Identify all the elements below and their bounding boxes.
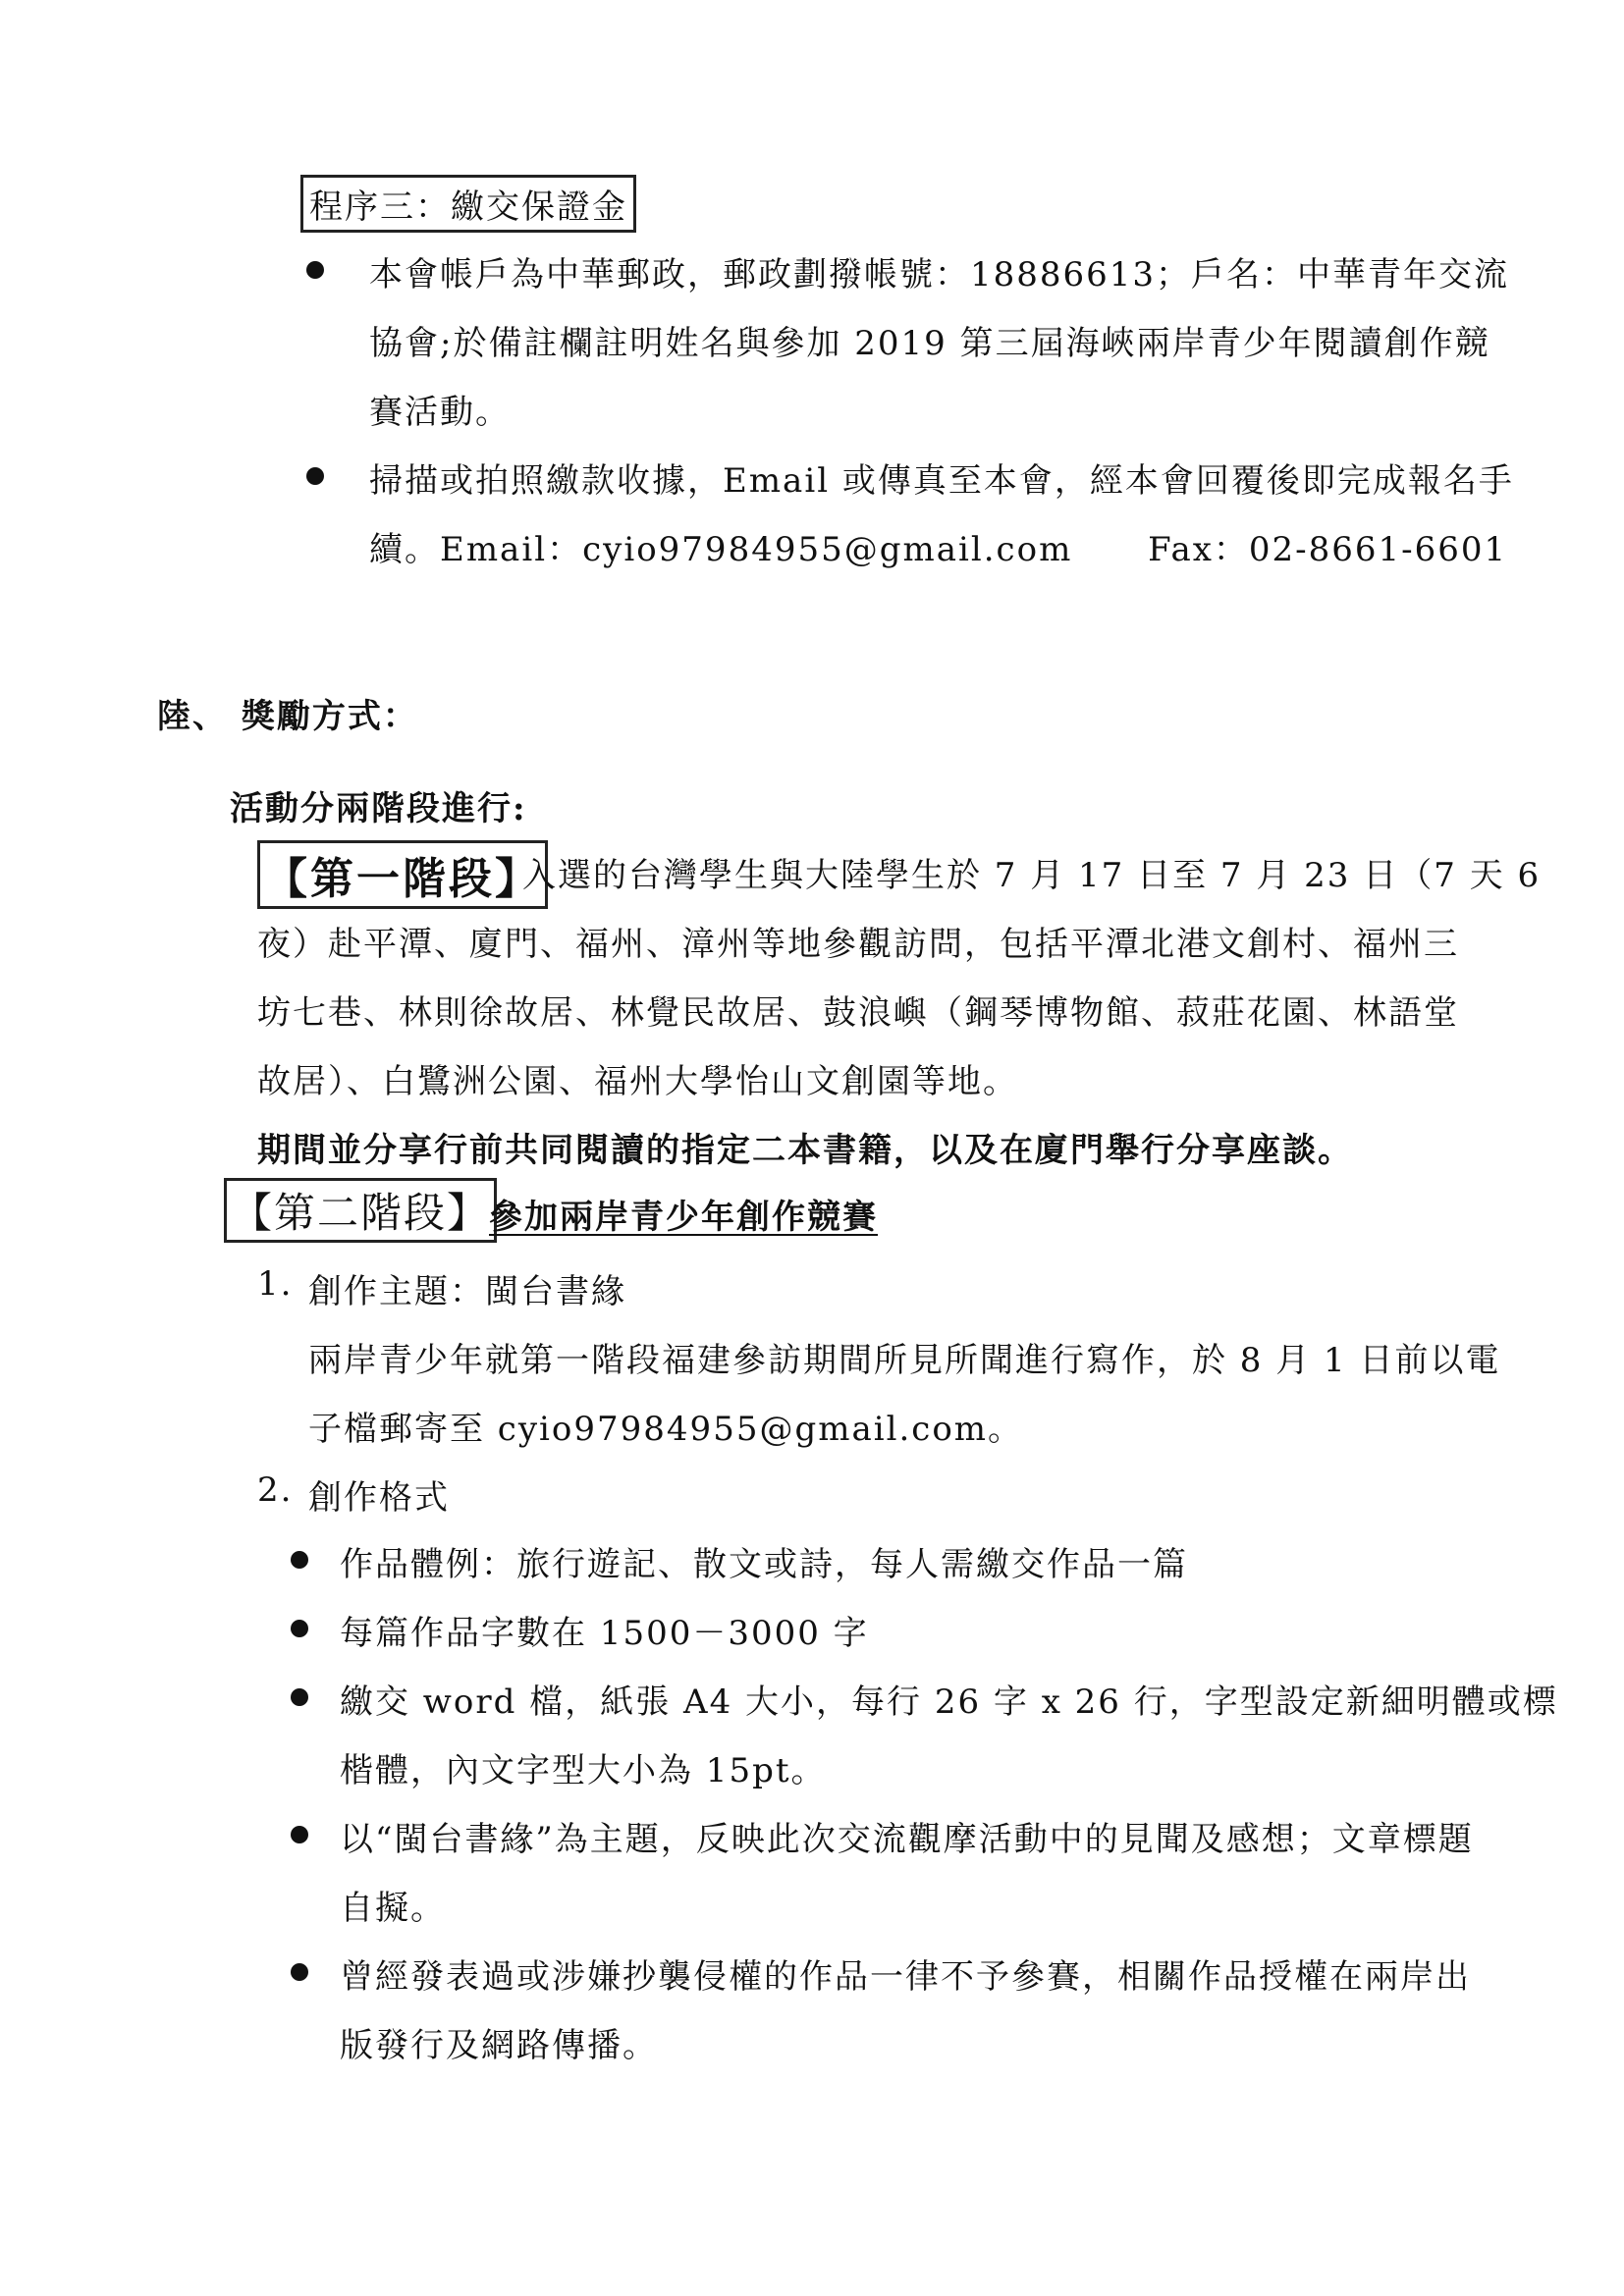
item2-bullet1: 作品體例：旅行遊記、散文或詩，每人需繳交作品一篇 [340, 1545, 1188, 1584]
item2-bullet3-line2: 楷體，內文字型大小為 15pt。 [340, 1751, 827, 1790]
item2-number: 2. [257, 1470, 294, 1510]
bullet-icon [291, 1551, 308, 1569]
section6-heading: 陸、 獎勵方式： [157, 697, 418, 736]
item1-line1: 兩岸青少年就第一階段福建參訪期間所見所聞進行寫作，於 8 月 1 日前以電 [308, 1341, 1501, 1380]
bullet-icon [291, 1963, 308, 1981]
stage1-line4: 故居）、白鷺洲公園、福州大學怡山文創園等地。 [257, 1062, 1018, 1101]
procedure3-bullet2-line1: 掃描或拍照繳款收據，Email 或傳真至本會，經本會回覆後即完成報名手 [369, 461, 1514, 501]
stage1-label: 【第一階段】 [257, 840, 548, 909]
bullet-icon [306, 261, 324, 279]
item2-bullet3-line1: 繳交 word 檔，紙張 A4 大小，每行 26 字 x 26 行，字型設定新細明體或標 [340, 1682, 1558, 1722]
bullet-icon [306, 467, 324, 485]
section6-intro: 活動分兩階段進行: [230, 789, 527, 828]
bullet-icon [291, 1826, 308, 1843]
stage1-line3: 坊七巷、林則徐故居、林覺民故居、鼓浪嶼（鋼琴博物館、菽莊花園、林語堂 [257, 993, 1459, 1033]
item1-title: 創作主題：閩台書緣 [308, 1272, 626, 1311]
stage1-line2: 夜）赴平潭、廈門、福州、漳州等地參觀訪問，包括平潭北港文創村、福州三 [257, 925, 1459, 964]
item2-bullet4-line1: 以“閩台書緣”為主題，反映此次交流觀摩活動中的見聞及感想；文章標題 [340, 1820, 1474, 1859]
stage2-title: 參加兩岸青少年創作競賽 [489, 1198, 878, 1237]
item1-line2: 子檔郵寄至 cyio97984955@gmail.com。 [308, 1410, 1024, 1449]
item2-bullet2: 每篇作品字數在 1500－3000 字 [340, 1614, 869, 1653]
procedure3-bullet1-line2: 協會;於備註欄註明姓名與參加 2019 第三屆海峽兩岸青少年閱讀創作競 [369, 324, 1490, 363]
item2-bullet5-line2: 版發行及網路傳播。 [340, 2026, 658, 2065]
procedure3-bullet1-line1: 本會帳戶為中華郵政，郵政劃撥帳號：18886613；戶名：中華青年交流 [369, 255, 1510, 294]
item2-title: 創作格式 [308, 1478, 450, 1518]
stage2-label: 【第二階段】 [224, 1178, 497, 1243]
procedure3-heading: 程序三：繳交保證金 [300, 175, 636, 233]
stage1-note: 期間並分享行前共同閱讀的指定二本書籍，以及在廈門舉行分享座談。 [257, 1131, 1353, 1170]
procedure3-bullet1-line3: 賽活動。 [369, 393, 511, 432]
item2-bullet5-line1: 曾經發表過或涉嫌抄襲侵權的作品一律不予參賽，相關作品授權在兩岸出 [340, 1957, 1471, 1997]
bullet-icon [291, 1620, 308, 1637]
bullet-icon [291, 1688, 308, 1706]
stage1-line1: 入選的台灣學生與大陸學生於 7 月 17 日至 7 月 23 日（7 天 6 [522, 856, 1542, 895]
item2-bullet4-line2: 自擬。 [340, 1889, 446, 1928]
item1-number: 1. [257, 1264, 294, 1304]
procedure3-bullet2-line2: 續。Email：cyio97984955@gmail.com Fax：02-8661-6601 [369, 530, 1508, 569]
